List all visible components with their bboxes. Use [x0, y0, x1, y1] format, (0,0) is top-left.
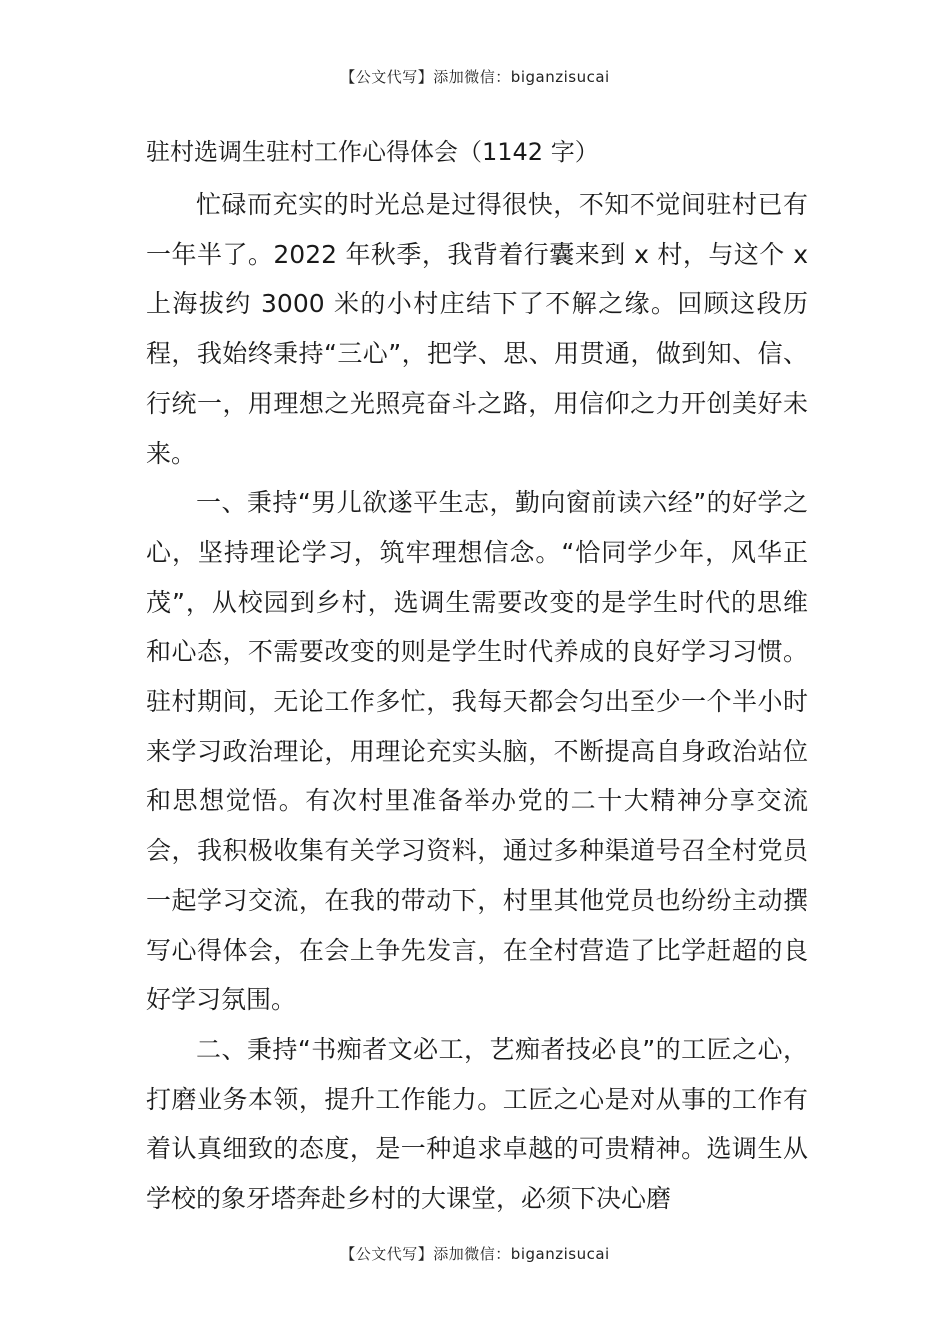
paragraph-intro: 忙碌而充实的时光总是过得很快，不知不觉间驻村已有一年半了。2022 年秋季，我背着行囊来到 x 村，与这个 x 上海拔约 3000 米的小村庄结下了不解之缘。回顾这段历程，我始终秉持“三心”，把学、思、用贯通，做到知、信、行统一，用理想之光照亮奋斗之路，用信仰之力开创美好未来。: [146, 190, 808, 468]
page-header-watermark: 【公文代写】添加微信：biganzisucai: [340, 68, 610, 86]
document-body: [146, 180, 808, 1224]
page-footer-watermark: 【公文代写】添加微信：biganzisucai: [340, 1245, 610, 1263]
paragraph-section-one: 一、秉持“男儿欲遂平生志，勤向窗前读六经”的好学之心，坚持理论学习，筑牢理想信念。“恰同学少年，风华正茂”，从校园到乡村，选调生需要改变的是学生时代的思维和心态，不需要改变的则是学生时代养成的良好学习习惯。驻村期间，无论工作多忙，我每天都会匀出至少一个半小时来学习政治理论，用理论充实头脑，不断提高自身政治站位和思想觉悟。有次村里准备举办党的二十大精神分享交流会，我积极收集有关学习资料，通过多种渠道号召全村党员一起学习交流，在我的带动下，村里其他党员也纷纷主动撰写心得体会，在会上争先发言，在全村营造了比学赶超的良好学习氛围。: [146, 488, 808, 1015]
document-title: 驻村选调生驻村工作心得体会（1142 字）: [146, 138, 599, 166]
paragraph-section-two: 二、秉持“书痴者文必工，艺痴者技必良”的工匠之心，打磨业务本领，提升工作能力。工匠之心是对从事的工作有着认真细致的态度，是一种追求卓越的可贵精神。选调生从学校的象牙塔奔赴乡村的大课堂，必须下决心磨: [146, 1034, 808, 1214]
